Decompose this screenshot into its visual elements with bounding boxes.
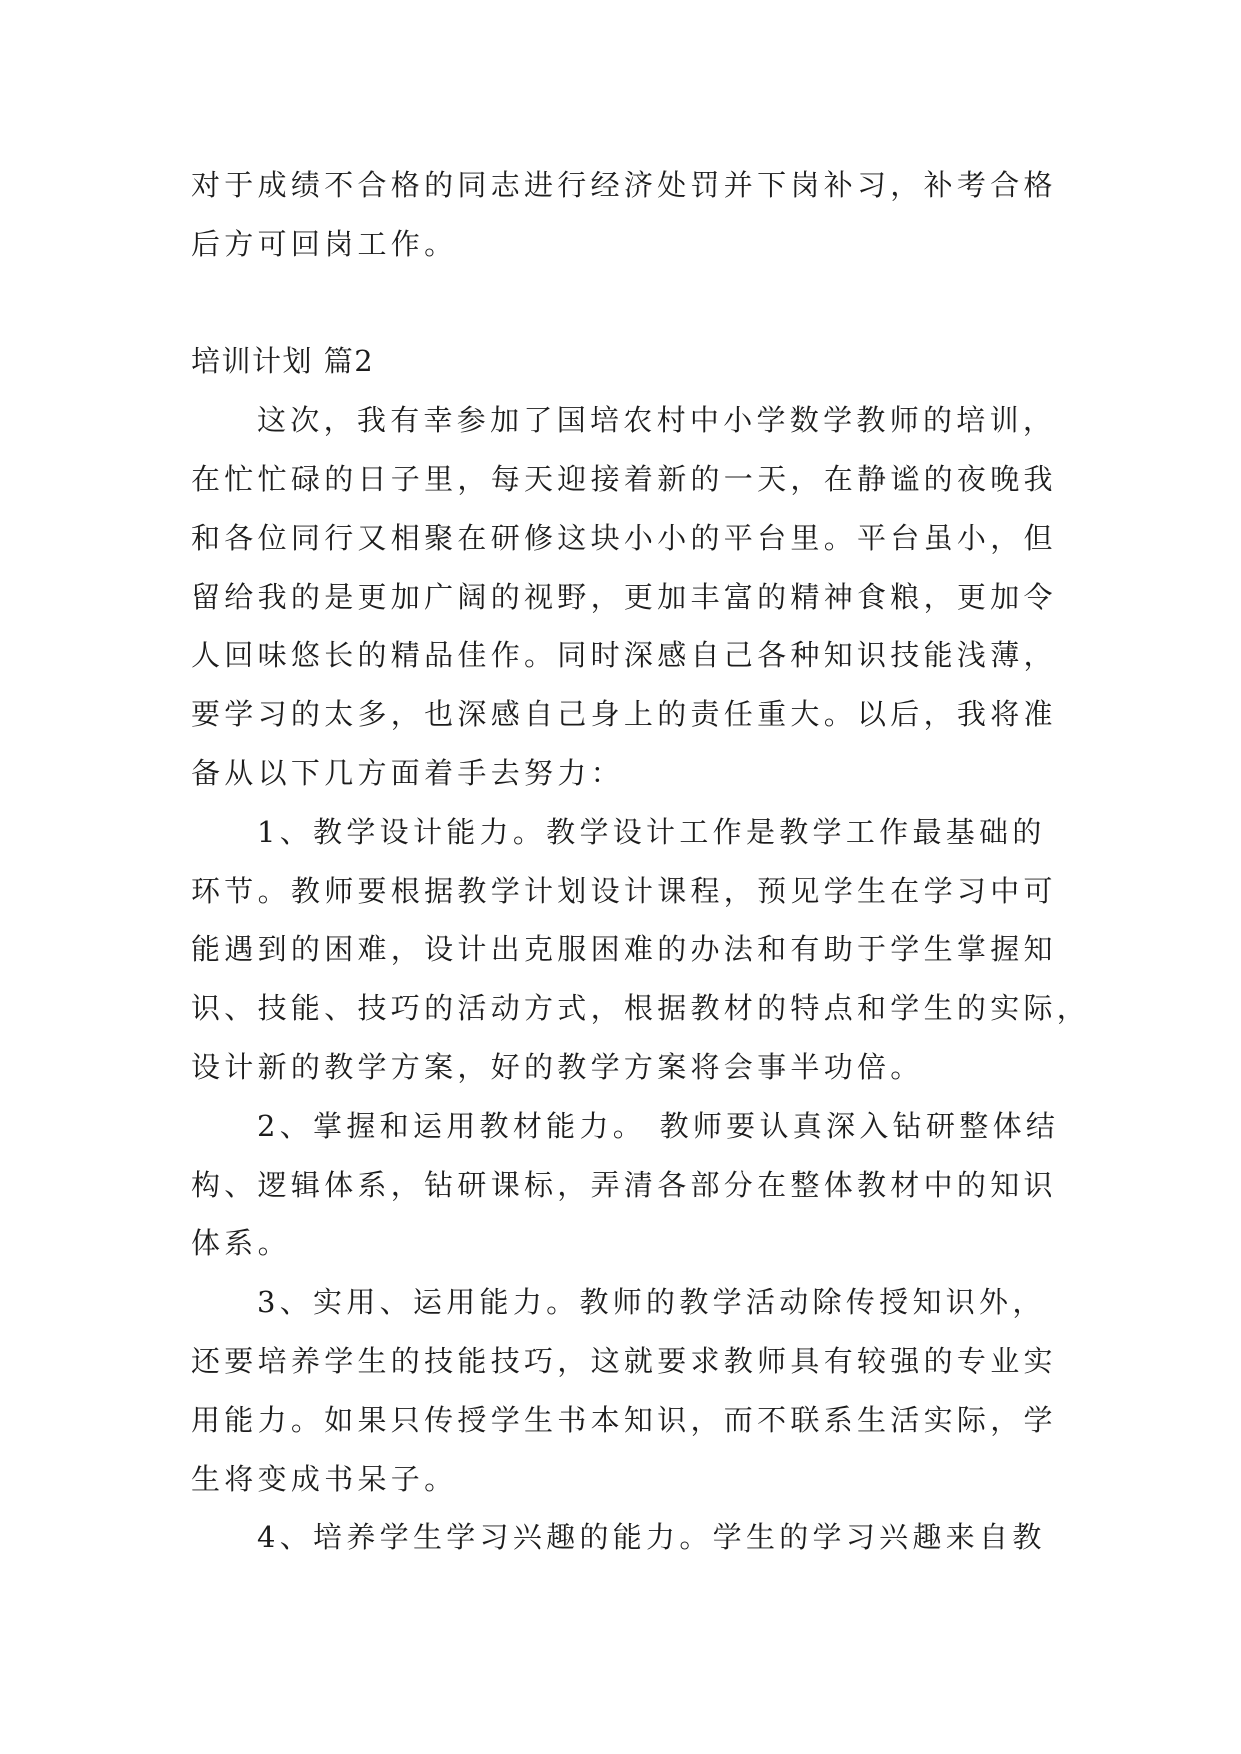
text-line: 生将变成书呆子。 xyxy=(191,1461,458,1496)
text-line: 要学习的太多，也深感自己身上的责任重大。以后，我将准 xyxy=(191,697,1057,732)
text-line: 能遇到的困难，设计出克服困难的办法和有助于学生掌握知 xyxy=(191,932,1057,967)
text-line: 后方可回岗工作。 xyxy=(191,226,458,261)
paragraph xyxy=(191,391,1191,803)
text-line: 在忙忙碌的日子里，每天迎接着新的一天，在静谧的夜晚我 xyxy=(191,461,1057,496)
text-line: 构、逻辑体系，钻研课标，弄清各部分在整体教材中的知识 xyxy=(191,1167,1057,1202)
section-heading: 培训计划 篇2 xyxy=(191,344,375,379)
blank-line xyxy=(191,274,1191,333)
paragraph xyxy=(191,1508,1191,1567)
continuation-paragraph xyxy=(191,156,1191,274)
text-line: 备从以下几方面着手去努力： xyxy=(191,755,624,790)
text-line: 识、技能、技巧的活动方式，根据教材的特点和学生的实际， xyxy=(191,991,1091,1026)
text-line: 还要培养学生的技能技巧，这就要求教师具有较强的专业实 xyxy=(191,1343,1057,1378)
document-body xyxy=(191,156,1191,1567)
text-line: 用能力。如果只传授学生书本知识，而不联系生活实际，学 xyxy=(191,1402,1057,1437)
text-line: 和各位同行又相聚在研修这块小小的平台里。平台虽小，但 xyxy=(191,520,1057,555)
text-line: 4、培养学生学习兴趣的能力。学生的学习兴趣来自教 xyxy=(257,1520,1046,1555)
paragraph xyxy=(191,1273,1191,1508)
text-line: 设计新的教学方案，好的教学方案将会事半功倍。 xyxy=(191,1049,924,1084)
text-line: 人回味悠长的精品佳作。同时深感自己各种知识技能浅薄， xyxy=(191,638,1057,673)
text-line: 2、掌握和运用教材能力。 教师要认真深入钻研整体结 xyxy=(257,1108,1060,1143)
text-line: 留给我的是更加广阔的视野，更加丰富的精神食粮，更加令 xyxy=(191,579,1057,614)
text-line: 对于成绩不合格的同志进行经济处罚并下岗补习，补考合格 xyxy=(191,168,1057,202)
paragraph xyxy=(191,1097,1191,1273)
text-line: 体系。 xyxy=(191,1226,291,1261)
text-line: 1、教学设计能力。教学设计工作是教学工作最基础的 xyxy=(257,814,1046,849)
text-line: 环节。教师要根据教学计划设计课程，预见学生在学习中可 xyxy=(191,873,1057,908)
text-line: 这次，我有幸参加了国培农村中小学数学教师的培训， xyxy=(257,403,1057,438)
paragraph xyxy=(191,803,1191,1097)
text-line: 3、实用、运用能力。教师的教学活动除传授知识外， xyxy=(257,1285,1046,1320)
